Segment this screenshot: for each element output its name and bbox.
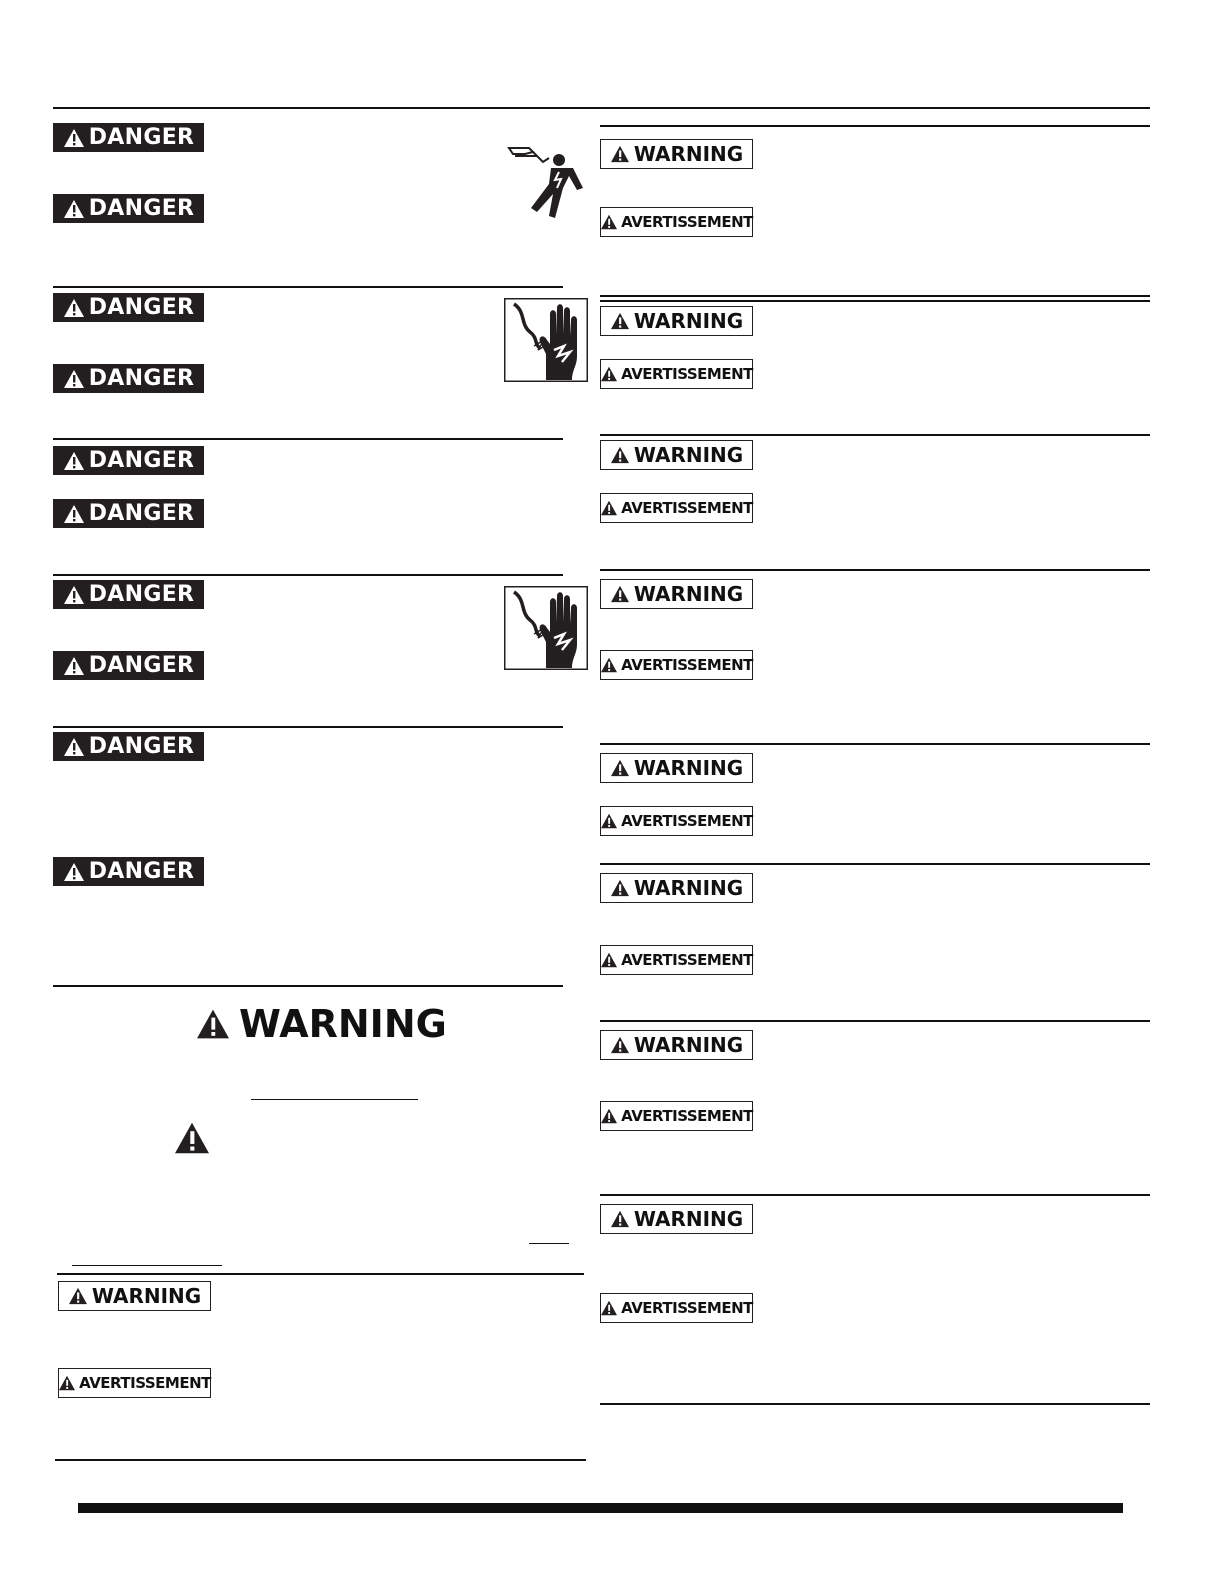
- big-warning-heading: [195, 1002, 447, 1046]
- danger-badge: [53, 194, 204, 223]
- avertissement-label: AVERTISSEMENT: [621, 213, 753, 231]
- warning-label: WARNING: [633, 876, 744, 900]
- warning-triangle-icon: [63, 656, 85, 676]
- divider: [600, 295, 1150, 297]
- warning-badge: [600, 1030, 753, 1060]
- danger-badge: [53, 446, 204, 475]
- danger-badge: [53, 364, 204, 393]
- warning-badge: [600, 139, 753, 169]
- danger-badge: [53, 732, 204, 761]
- warning-badge: [600, 440, 753, 470]
- avertissement-badge: [600, 945, 753, 975]
- warning-triangle-icon: [63, 369, 85, 389]
- warning-triangle-icon: [610, 1036, 630, 1054]
- warning-triangle-icon: [600, 1300, 618, 1316]
- warning-triangle-icon: [600, 657, 618, 673]
- avertissement-badge: [600, 806, 753, 836]
- warning-triangle-icon: [195, 1008, 231, 1040]
- warning-badge: [600, 579, 753, 609]
- warning-triangle-icon: [63, 737, 85, 757]
- warning-triangle-icon: [58, 1375, 76, 1391]
- divider: [600, 300, 1150, 302]
- danger-label: DANGER: [88, 501, 195, 526]
- avertissement-label: AVERTISSEMENT: [621, 1299, 753, 1317]
- warning-triangle-icon: [63, 451, 85, 471]
- divider: [53, 107, 1150, 109]
- warning-triangle-icon: [63, 504, 85, 524]
- warning-badge: [600, 306, 753, 336]
- electrocution-icon: [503, 142, 589, 224]
- avertissement-label: AVERTISSEMENT: [621, 951, 753, 969]
- warning-label: WARNING: [633, 1033, 744, 1057]
- electric-shock-hand-icon: [504, 298, 588, 386]
- underline-mark: [251, 1099, 418, 1100]
- avertissement-badge: [600, 1101, 753, 1131]
- warning-triangle-icon: [63, 128, 85, 148]
- warning-triangle-icon: [63, 199, 85, 219]
- electric-shock-hand-icon: [504, 586, 588, 674]
- danger-badge: [53, 580, 204, 609]
- underline-mark: [72, 1265, 222, 1266]
- divider: [57, 1273, 584, 1275]
- footer-bar: [78, 1503, 1123, 1513]
- warning-triangle-icon: [610, 312, 630, 330]
- avertissement-badge: [600, 359, 753, 389]
- avertissement-label: AVERTISSEMENT: [621, 656, 753, 674]
- danger-badge: [53, 293, 204, 322]
- warning-badge: [600, 873, 753, 903]
- warning-triangle-icon: [610, 1210, 630, 1228]
- danger-label: DANGER: [88, 734, 195, 759]
- warning-triangle-icon: [610, 446, 630, 464]
- avertissement-badge: [58, 1368, 211, 1398]
- divider: [53, 438, 563, 440]
- warning-label: WARNING: [633, 582, 744, 606]
- danger-label: DANGER: [88, 582, 195, 607]
- danger-label: DANGER: [88, 859, 195, 884]
- avertissement-label: AVERTISSEMENT: [79, 1374, 211, 1392]
- divider: [600, 1403, 1150, 1405]
- warning-triangle-icon: [610, 879, 630, 897]
- avertissement-label: AVERTISSEMENT: [621, 499, 753, 517]
- underline-mark: [529, 1243, 569, 1244]
- avertissement-label: AVERTISSEMENT: [621, 365, 753, 383]
- danger-label: DANGER: [88, 366, 195, 391]
- avertissement-label: AVERTISSEMENT: [621, 1107, 753, 1125]
- avertissement-badge: [600, 1293, 753, 1323]
- warning-label: WARNING: [633, 443, 744, 467]
- warning-label: WARNING: [633, 1207, 744, 1231]
- warning-badge: [58, 1281, 211, 1311]
- divider: [53, 985, 563, 987]
- danger-badge: [53, 651, 204, 680]
- danger-badge: [53, 123, 204, 152]
- warning-label: WARNING: [633, 309, 744, 333]
- warning-triangle-icon: [68, 1287, 88, 1305]
- danger-label: DANGER: [88, 125, 195, 150]
- divider: [600, 1194, 1150, 1196]
- danger-badge: [53, 857, 204, 886]
- divider: [600, 1020, 1150, 1022]
- divider: [600, 434, 1150, 436]
- divider: [53, 726, 563, 728]
- warning-triangle-icon: [600, 813, 618, 829]
- avertissement-label: AVERTISSEMENT: [621, 812, 753, 830]
- divider: [600, 743, 1150, 745]
- divider: [53, 574, 563, 576]
- warning-triangle-icon: [600, 214, 618, 230]
- avertissement-badge: [600, 493, 753, 523]
- warning-triangle-icon: [63, 298, 85, 318]
- avertissement-badge: [600, 207, 753, 237]
- danger-label: DANGER: [88, 653, 195, 678]
- divider: [53, 286, 563, 288]
- avertissement-badge: [600, 650, 753, 680]
- divider: [600, 863, 1150, 865]
- warning-label: WARNING: [633, 142, 744, 166]
- warning-triangle-icon: [610, 585, 630, 603]
- big-warning-label: WARNING: [239, 1002, 447, 1046]
- warning-triangle-icon: [610, 145, 630, 163]
- warning-triangle-icon: [63, 862, 85, 882]
- danger-badge: [53, 499, 204, 528]
- warning-triangle-icon: [610, 759, 630, 777]
- warning-badge: [600, 1204, 753, 1234]
- warning-triangle-icon: [600, 366, 618, 382]
- danger-label: DANGER: [88, 448, 195, 473]
- warning-triangle-icon: [63, 585, 85, 605]
- warning-badge: [600, 753, 753, 783]
- warning-triangle-icon: [600, 500, 618, 516]
- divider: [600, 125, 1150, 127]
- warning-triangle-icon: [600, 952, 618, 968]
- warning-label: WARNING: [633, 756, 744, 780]
- warning-triangle-icon: [173, 1121, 211, 1159]
- divider: [600, 569, 1150, 571]
- warning-triangle-icon: [600, 1108, 618, 1124]
- warning-label: WARNING: [91, 1284, 202, 1308]
- divider: [55, 1459, 586, 1461]
- danger-label: DANGER: [88, 295, 195, 320]
- danger-label: DANGER: [88, 196, 195, 221]
